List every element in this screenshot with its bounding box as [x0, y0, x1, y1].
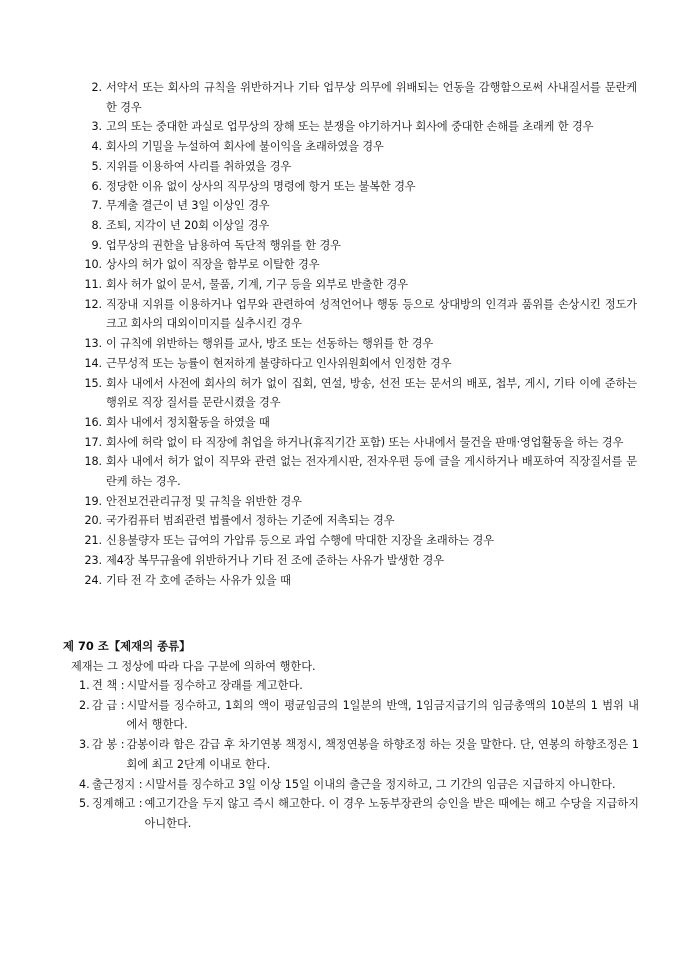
list-item-number: 4.: [91, 140, 102, 154]
sanction-types-list: [79, 676, 639, 834]
list-item-number: 13.: [84, 337, 102, 351]
list-item: [77, 551, 637, 571]
list-item-text: 국가컴퓨터 범죄관련 법률에서 정하는 기준에 저촉되는 경우: [106, 514, 395, 528]
sanction-item: [79, 794, 639, 833]
list-item: [77, 571, 637, 591]
list-item: [77, 236, 637, 256]
disciplinary-grounds-list: [77, 78, 637, 590]
list-item-number: 24.: [84, 573, 102, 587]
list-item-number: 2.: [91, 81, 102, 94]
list-item-number: 21.: [84, 534, 102, 548]
list-item-text: 회사에 허락 없이 타 직장에 취업을 하거나(휴직기간 포함) 또는 사내에서 물건을 판매·영업활동을 하는 경우: [106, 435, 624, 449]
list-item-text: 제4장 복무규율에 위반하거나 기타 전 조에 준하는 사유가 발생한 경우: [106, 553, 444, 567]
list-item: [77, 137, 637, 157]
list-item-number: 23.: [84, 553, 102, 567]
sanction-description: 시말서를 징수하고 장래를 계고한다.: [126, 679, 303, 692]
list-item-text: 회사 내에서 허가 없이 직무와 관련 없는 전자게시판, 전자우편 등에 글을 게시하거나 배포하여 직장질서를 문란케 하는 경우.: [106, 455, 637, 489]
list-item: [77, 117, 637, 137]
list-item-text: 직장내 지위를 이용하거나 업무와 관련하여 성적언어나 행동 등으로 상대방의 인격과 품위를 손상시킨 정도가 크고 회사의 대외이미지를 실추시킨 경우: [106, 297, 637, 331]
list-item-text: 조퇴, 지각이 년 20회 이상일 경우: [106, 218, 270, 232]
list-item-text: 회사 내에서 사전에 회사의 허가 없이 집회, 연설, 방송, 선전 또는 문서의 배포, 첩부, 게시, 기타 이에 준하는 행위로 직장 질서를 문란시켰을 경우: [106, 376, 637, 410]
article-intro: 제재는 그 정상에 따라 다음 구분에 의하여 행한다.: [71, 660, 316, 673]
list-item-number: 3.: [91, 120, 102, 134]
list-item: [77, 196, 637, 216]
sanction-item: [79, 696, 639, 735]
list-item: [77, 492, 637, 512]
sanction-label: 감 봉 :: [92, 738, 125, 752]
list-item-number: 6.: [91, 179, 102, 193]
list-item-text: 기타 전 각 호에 준하는 사유가 있을 때: [106, 573, 291, 587]
list-item: [77, 255, 637, 275]
list-item-text: 업무상의 권한을 남용하여 독단적 행위를 한 경우: [106, 238, 341, 252]
list-item-text: 회사 내에서 정치활동을 하였을 때: [106, 415, 270, 429]
sanction-label: 견 책 :: [92, 679, 125, 692]
list-item: [77, 433, 637, 453]
list-item: [77, 275, 637, 295]
sanction-description: 시말서를 징수하고, 1회의 액이 평균임금의 1일분의 반액, 1임금지급기의 임금총액의 10분의 1 범위 내에서 행한다.: [126, 698, 639, 732]
article-heading: 제 70 조【제재의 종류】: [63, 639, 191, 653]
sanction-number: 5.: [79, 797, 90, 811]
list-item: [77, 511, 637, 531]
list-item-text: 회사 허가 없이 문서, 물품, 기계, 기구 등을 외부로 반출한 경우: [106, 278, 408, 292]
list-item: [77, 78, 637, 117]
list-item-number: 19.: [84, 494, 102, 508]
list-item: [77, 295, 637, 334]
list-item: [77, 354, 637, 374]
list-item: [77, 177, 637, 197]
list-item: [77, 157, 637, 177]
sanction-number: 3.: [79, 738, 90, 752]
list-item-number: 16.: [84, 415, 102, 429]
list-item-number: 17.: [84, 435, 102, 449]
list-item-text: 회사의 기밀을 누설하여 회사에 불이익을 초래하였을 경우: [106, 140, 384, 154]
sanction-label: 출근정지 :: [92, 777, 143, 791]
sanction-item: [79, 775, 639, 795]
list-item-text: 서약서 또는 회사의 규칙을 위반하거나 기타 업무상 의무에 위배되는 언동을 감행함으로써 사내질서를 문란케 한 경우: [106, 81, 637, 114]
list-item-number: 5.: [91, 159, 102, 173]
list-item-number: 8.: [91, 218, 102, 232]
list-item-number: 12.: [84, 297, 102, 311]
list-item-text: 근무성적 또는 능률이 현저하게 불량하다고 인사위원회에서 인정한 경우: [106, 356, 452, 370]
list-item-text: 신용불량자 또는 급여의 가압류 등으로 과업 수행에 막대한 지장을 초래하는 경우: [106, 534, 494, 548]
list-item-text: 정당한 이유 없이 상사의 직무상의 명령에 항거 또는 불복한 경우: [106, 179, 416, 193]
list-item-number: 18.: [84, 455, 102, 469]
list-item: [77, 452, 637, 491]
list-item-number: 11.: [84, 278, 102, 292]
sanction-label: 감 급 :: [92, 698, 125, 712]
sanction-description: 시말서를 징수하고 3일 이상 15일 이내의 출근을 정지하고, 그 기간의 임금은 지급하지 아니한다.: [144, 777, 616, 791]
sanction-number: 4.: [79, 777, 90, 791]
list-item: [77, 374, 637, 413]
list-item-number: 14.: [84, 356, 102, 370]
list-item: [77, 216, 637, 236]
list-item-text: 무계출 결근이 년 3일 이상인 경우: [106, 199, 270, 213]
list-item: [77, 413, 637, 433]
list-item-number: 9.: [91, 238, 102, 252]
list-item-text: 상사의 허가 없이 직장을 함부로 이탈한 경우: [106, 258, 320, 272]
sanction-number: 1.: [79, 679, 90, 692]
sanction-label: 징계해고 :: [92, 797, 143, 811]
sanction-item: [79, 735, 639, 774]
sanction-number: 2.: [79, 698, 90, 712]
list-item-number: 15.: [84, 376, 102, 390]
list-item-number: 20.: [84, 514, 102, 528]
list-item: [77, 334, 637, 354]
list-item-number: 10.: [84, 258, 102, 272]
list-item: [77, 531, 637, 551]
sanction-description: 예고기간을 두지 않고 즉시 해고한다. 이 경우 노동부장관의 승인을 받은 때에는 해고 수당을 지급하지 아니한다.: [144, 797, 639, 830]
list-item-text: 지위를 이용하여 사리를 취하였을 경우: [106, 159, 292, 173]
list-item-text: 안전보건관리규정 및 규칙을 위반한 경우: [106, 494, 302, 508]
list-item-text: 이 규칙에 위반하는 행위를 교사, 방조 또는 선동하는 행위를 한 경우: [106, 337, 434, 351]
sanction-item: [79, 676, 639, 696]
sanction-description: 감봉이라 함은 감급 후 차기연봉 책정시, 책정연봉을 하향조정 하는 것을 말한다. 단, 연봉의 하향조정은 1회에 최고 2단계 이내로 한다.: [126, 738, 639, 771]
list-item-text: 고의 또는 중대한 과실로 업무상의 장해 또는 분쟁을 야기하거나 회사에 중대한 손해를 초래케 한 경우: [106, 120, 594, 134]
list-item-number: 7.: [91, 199, 102, 213]
